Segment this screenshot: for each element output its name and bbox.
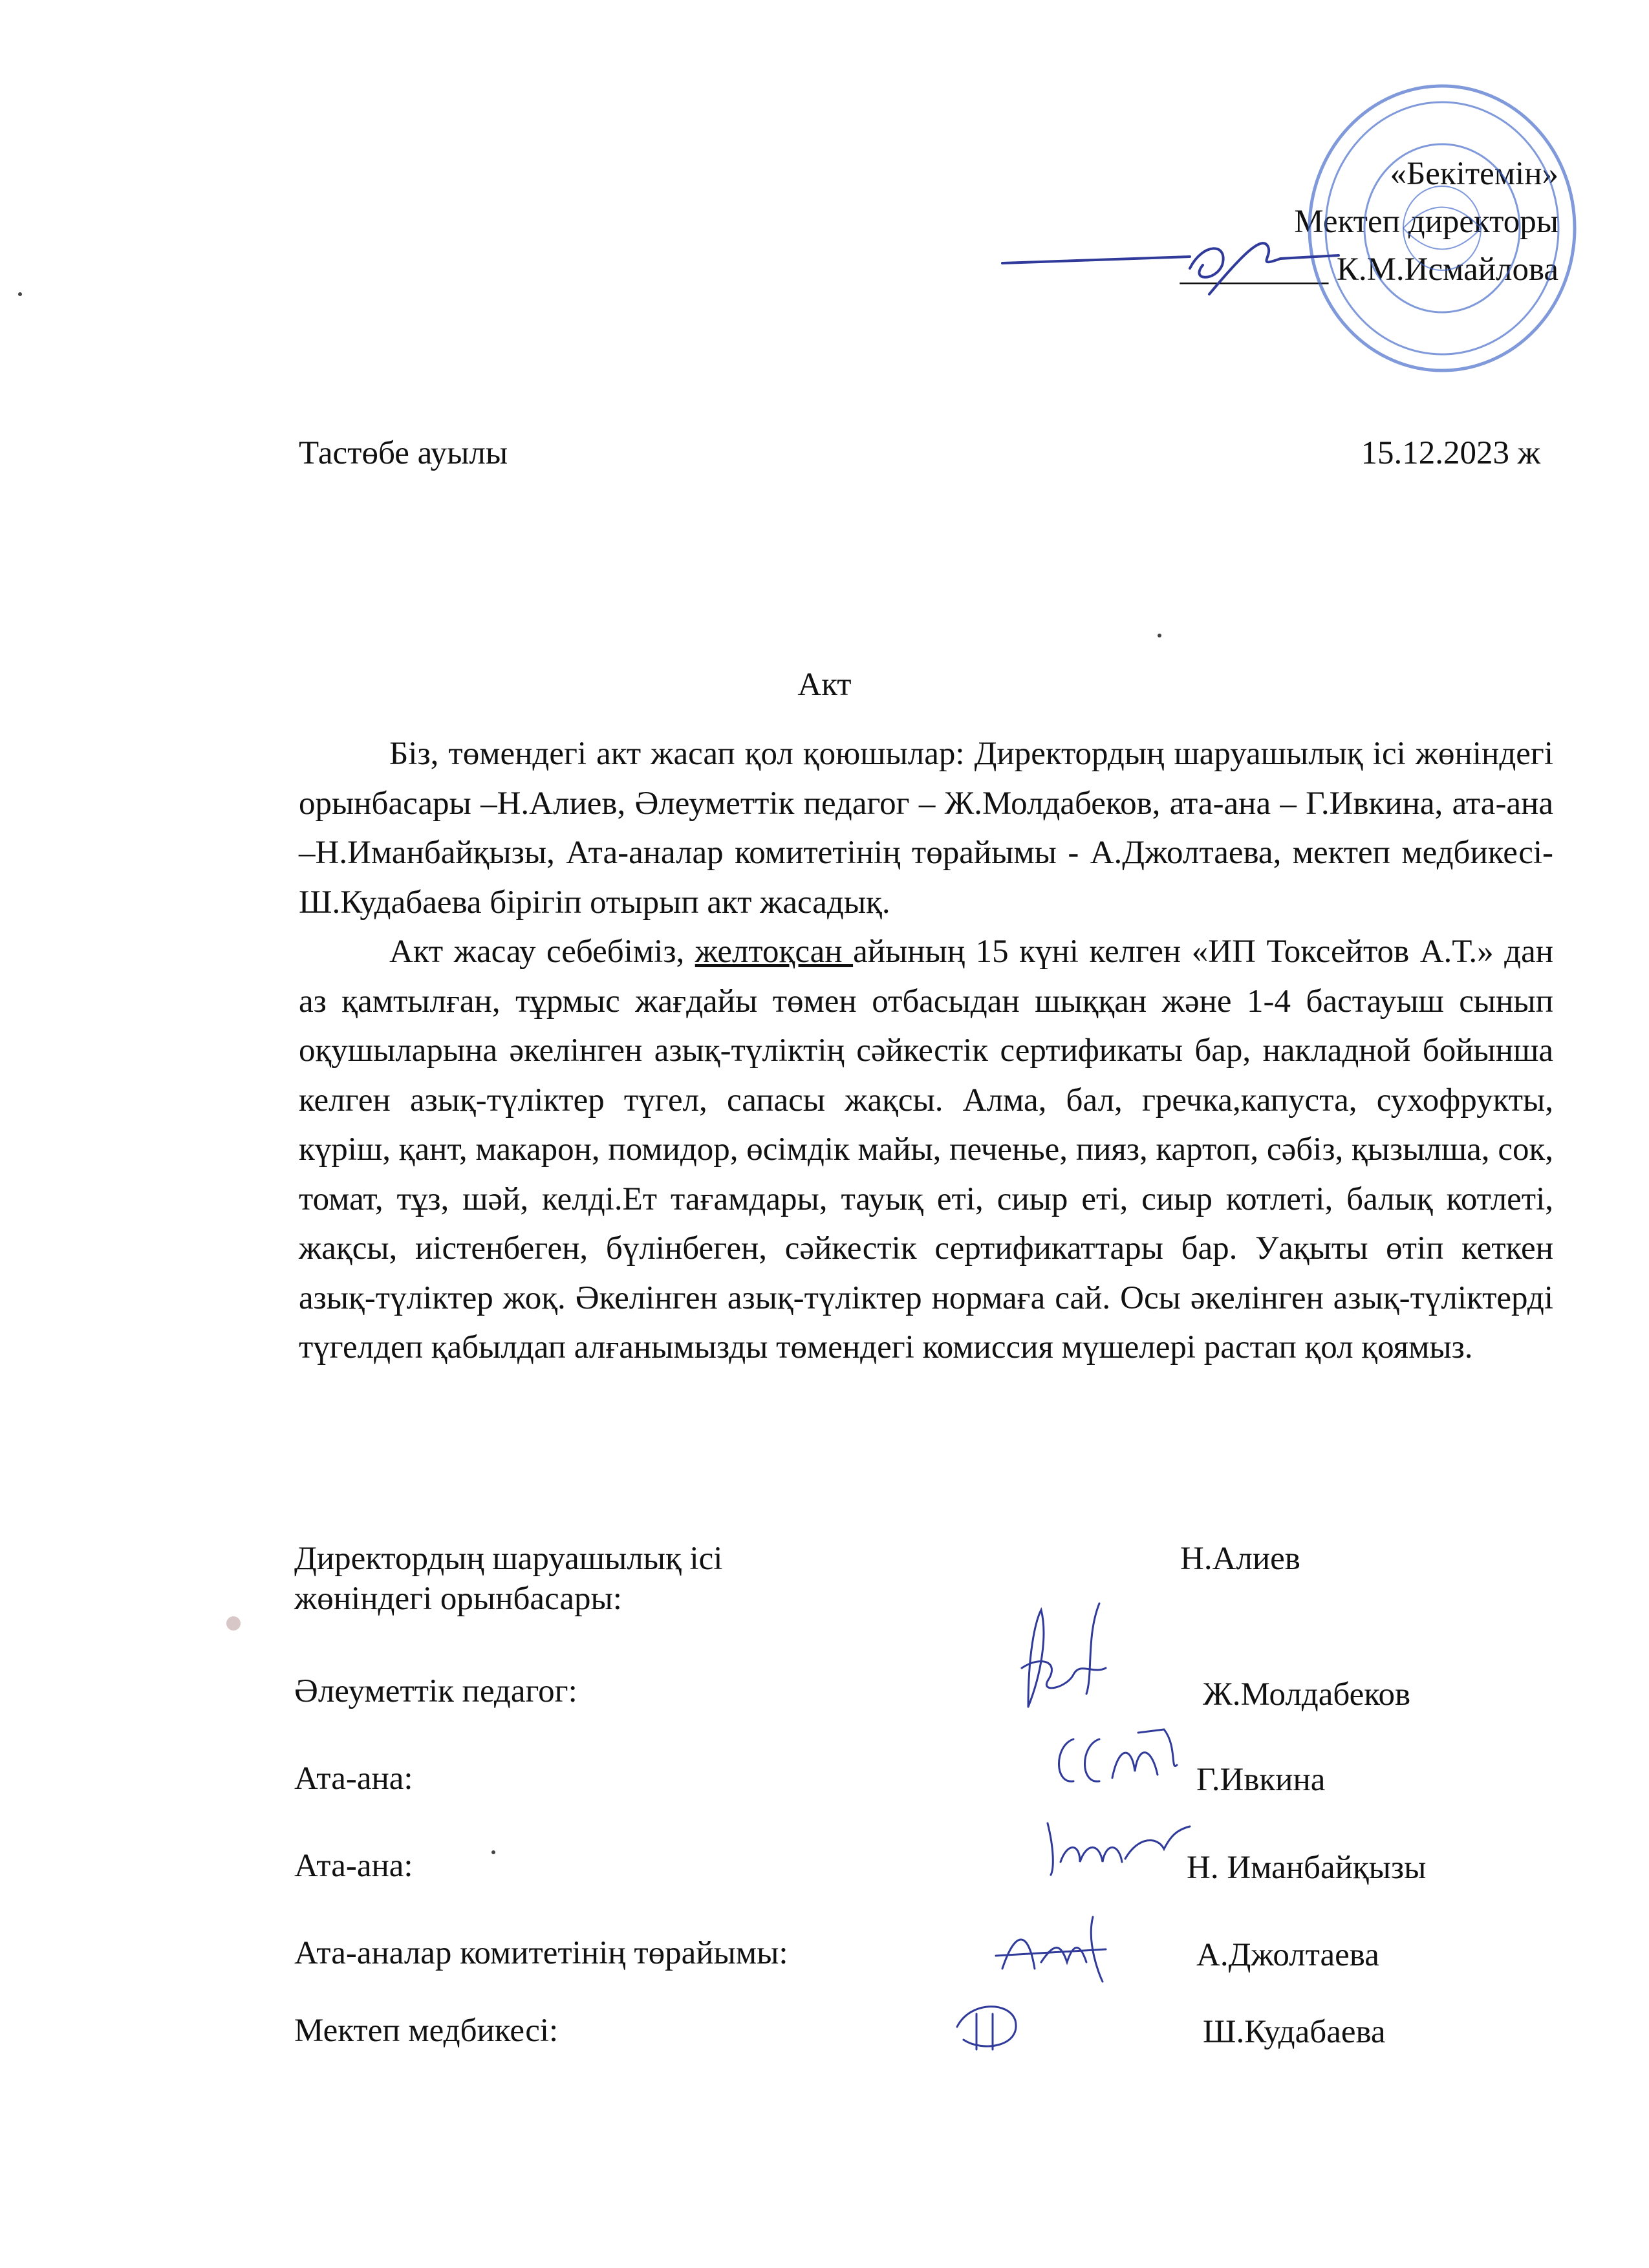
signature-name-3: Г.Ивкина [1196,1762,1326,1798]
school-stamp-icon [1300,76,1584,380]
document-date: 15.12.2023 ж [1361,435,1540,471]
signature-role-1-line2: жөніндегі орынбасары: [294,1581,622,1617]
signature-dzholtaeva-icon [989,1904,1119,1988]
body-p2-start: Акт жасау себебіміз, [389,934,695,970]
signature-name-2: Ж.Молдабеков [1203,1676,1411,1713]
signature-ivkina-icon [1048,1720,1190,1797]
signature-name-6: Ш.Кудабаева [1203,2014,1386,2050]
document-title: Акт [797,667,852,703]
approval-title: «Бекітемін» [1390,156,1558,192]
signature-kudabaeva-icon [944,1988,1041,2059]
body-p2-rest: айының 15 күні келген «ИП Токсейтов А.Т.» дан аз қамтылған, тұрмыс жағдайы төмен отбасыдан шыққан және 1-4 бастауыш сынып оқушыларына әкелінген азық-түліктің сәйкестік сертификаты бар, накладной бойынша келген азық-түліктер түгел, сапасы жақсы. Алма, бал, гречка,капуста, сухофрукты, күріш, қант, макарон, помидор, өсімдік майы, печенье, пияз, картоп, сәбіз, қызылша, сок, томат, тұз, шәй, келді.Ет тағамдары, тауық еті, сиыр еті, сиыр котлеті, балық котлеті, жақсы, иістенбеген, бүлінбеген, сәйкестік сертификаттары бар. Уақыты өтіп кеткен азық-түліктер жоқ. Әкелінген азық-түліктер нормаға сай. Осы әкелінген азық-түліктерді түгелдеп қабылдап алғанымызды төмендегі комиссия мүшелері растап қол қоямыз. [299,934,1554,1365]
approval-director-name: _________ К.М.Исмайлова [1180,251,1558,288]
signature-role-6: Мектеп медбикесі: [294,2013,559,2049]
scan-speck [226,1616,241,1631]
signature-name-5: А.Джолтаева [1196,1937,1379,1973]
signature-name-4: Н. Иманбайқызы [1187,1850,1427,1886]
signature-role-1 [294,1539,722,1619]
signature-role-4: Ата-ана: [294,1848,413,1884]
signature-role-5: Ата-аналар комитетінің төрайымы: [294,1935,788,1971]
body-p2-month: желтоқсан [695,934,854,970]
director-signature-icon [996,230,1345,307]
signature-imanbaikyzy-icon [1041,1810,1196,1881]
scan-speck [491,1850,495,1854]
signature-molabekov-icon [1002,1597,1132,1726]
scan-speck [1158,634,1161,637]
signature-role-1-line1: Директордың шаруашылық ісі [294,1541,723,1577]
place-name: Тастөбе ауылы [299,435,508,471]
body-paragraph-2 [299,927,1553,1373]
approval-position: Мектеп директоры [1294,204,1558,240]
signature-role-3: Ата-ана: [294,1760,413,1797]
scan-speck [18,292,22,296]
body-paragraph-1: Біз, төмендегі акт жасап қол қоюшылар: Директордың шаруашылық ісі жөніндегі орынбасары –Н.Алиев, Әлеуметтік педагог – Ж.Молдабеков, ата-ана – Г.Ивкина, ата-ана –Н.Иманбайқызы, Ата-аналар комитетінің төрайымы - А.Джолтаева, мектеп медбикесі-Ш.Кудабаева бірігіп отырып акт жасадық. [299,736,1553,921]
signature-name-1: Н.Алиев [1180,1541,1300,1577]
document-body [299,729,1553,1373]
signature-role-2: Әлеуметтік педагог: [294,1673,577,1709]
